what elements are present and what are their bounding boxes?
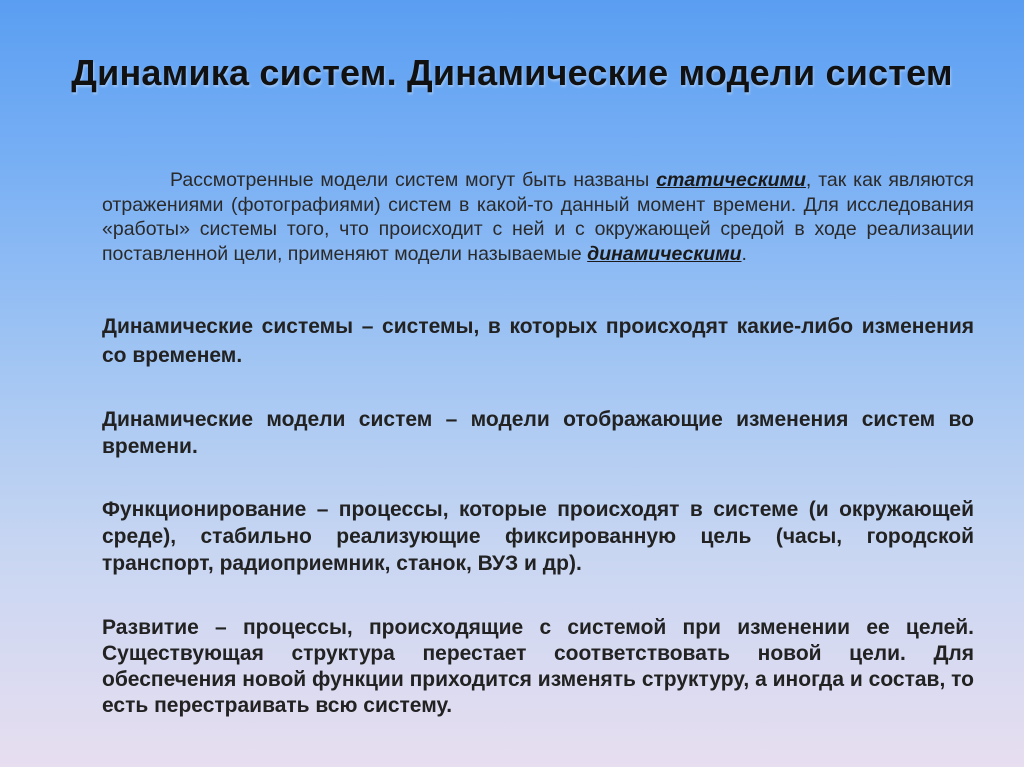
- intro-paragraph: [102, 168, 974, 266]
- definition-dynamic-systems: Динамические системы – системы, в которых происходят какие-либо изменения со временем.: [102, 315, 974, 367]
- intro-text-part-1: Рассмотренные модели систем могут быть названы: [170, 169, 657, 191]
- slide-title: Динамика систем. Динамические модели систем: [71, 52, 953, 93]
- definition-development: Развитие – процессы, происходящие с системой при изменении ее целей. Существующая структура перестает соответствовать новой цели. Для обеспечения новой функции приходится изменять структуру, а иногда и состав, то есть перестраивать всю систему.: [102, 616, 974, 717]
- definition-functioning: Функционирование – процессы, которые происходят в системе (и окружающей среде), стабильно реализующие фиксированную цель (часы, городской транспорт, радиоприемник, станок, ВУЗ и др).: [102, 498, 974, 575]
- intro-text-part-3: .: [741, 242, 747, 265]
- term-static: статическими: [656, 169, 806, 191]
- definition-dynamic-models: Динамические модели систем – модели отображающие изменения систем во времени.: [102, 408, 974, 458]
- intro-text-part-2: , так как являются отражениями (фотографиями) систем в какой-то данный момент времени. Для исследования «работы» системы того, что происходит с ней и с окружающей средой в ходе реализации поставленной цели, применяют модели называемые: [102, 169, 974, 265]
- term-dynamic: динамическими: [587, 242, 742, 265]
